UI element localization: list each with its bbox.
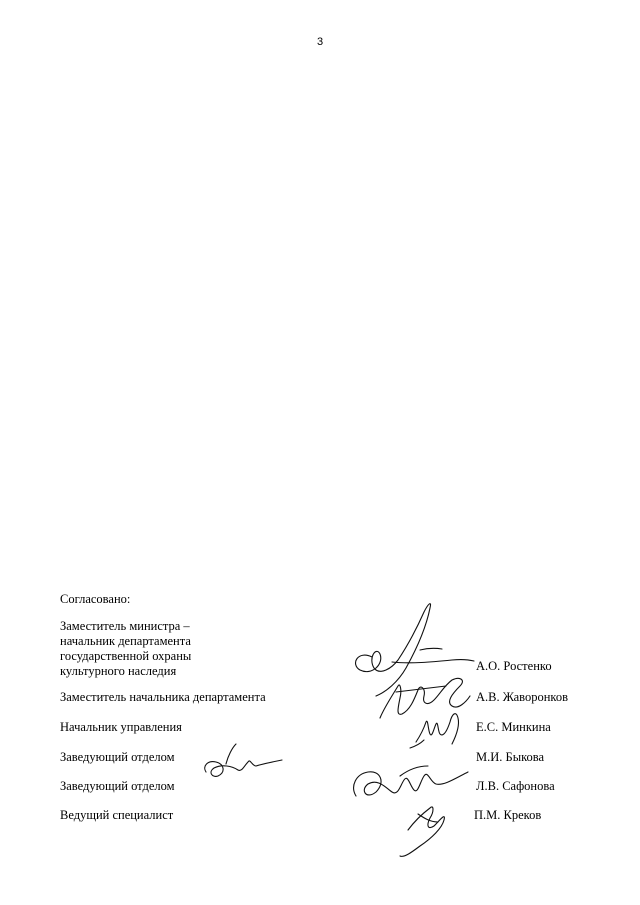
signature-bykova-stroke: [226, 744, 236, 764]
signature-rostenko: [356, 604, 431, 696]
signature-zhavoronkov: [380, 678, 470, 718]
signatory-position: Начальник управления: [60, 720, 182, 734]
signature-safonova: [354, 772, 468, 796]
signatory-position: Заведующий отделом: [60, 779, 175, 793]
signatory-position: Заместитель министра – начальник департамента государственной охраны культурного наследия: [60, 619, 192, 678]
signature-zhavoronkov-bar: [396, 686, 446, 692]
signatory-position: Заведующий отделом: [60, 750, 175, 764]
signature-minkina-tail: [410, 740, 424, 748]
signature-safonova-flourish: [400, 766, 428, 776]
signatory-position: Ведущий специалист: [60, 808, 174, 822]
signature-rostenko-flourish: [392, 660, 474, 663]
signatory-name: Е.С. Минкина: [476, 720, 551, 734]
signatory-name: А.О. Ростенко: [476, 659, 552, 673]
signatory-position: Заместитель начальника департамента: [60, 690, 266, 704]
signature-bykova: [205, 760, 282, 776]
signatory-name: Л.В. Сафонова: [476, 779, 555, 793]
signature-rostenko-dash: [420, 648, 442, 650]
approval-heading: Согласовано:: [60, 592, 131, 606]
signatory-name: П.М. Креков: [474, 808, 542, 822]
signatory-name: М.И. Быкова: [476, 750, 545, 764]
signature-krekov: [400, 807, 444, 856]
page-number: 3: [316, 36, 324, 48]
signature-krekov-loop: [418, 814, 438, 822]
signature-minkina: [416, 714, 459, 744]
signatory-name: А.В. Жаворонков: [476, 690, 569, 704]
